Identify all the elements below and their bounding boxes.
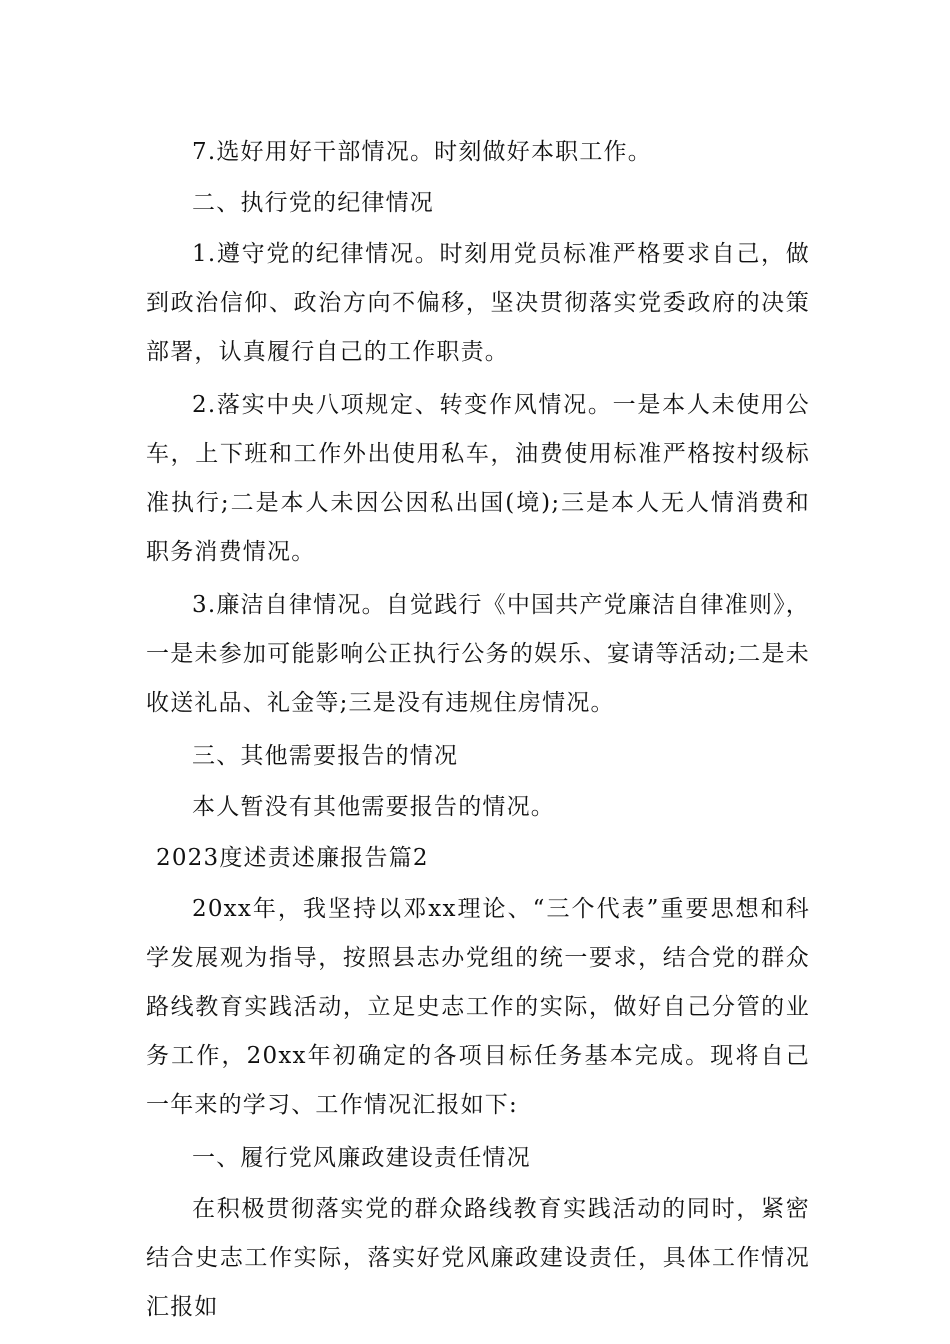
paragraph-intro: 20xx年，我坚持以邓xx理论、“三个代表”重要思想和科学发展观为指导，按照县志办党组的统一要求，结合党的群众路线教育实践活动，立足史志工作的实际，做好自己分管的业务工作，20xx年初确定的各项目标任务基本完成。现将自己一年来的学习、工作情况汇报如下:: [146, 896, 810, 1118]
heading-section-2: 二、执行党的纪律情况: [192, 190, 434, 216]
paragraph-responsibility: 在积极贯彻落实党的群众路线教育实践活动的同时，紧密结合史志工作实际，落实好党风廉政建设责任，具体工作情况汇报如: [146, 1196, 810, 1320]
report-title: 2023度述责述廉报告篇2: [156, 845, 429, 871]
heading-section-3: 三、其他需要报告的情况: [192, 743, 459, 769]
heading-section-1: 一、履行党风廉政建设责任情况: [192, 1145, 531, 1171]
document-body: [146, 128, 810, 1332]
paragraph-discipline-2: 2.落实中央八项规定、转变作风情况。一是本人未使用公车，上下班和工作外出使用私车，油费使用标准严格按村级标准执行;二是本人未因公因私出国(境);三是本人无人情消费和职务消费情况。: [146, 392, 810, 565]
paragraph-other: 本人暂没有其他需要报告的情况。: [192, 794, 555, 820]
paragraph-discipline-3: 3.廉洁自律情况。自觉践行《中国共产党廉洁自律准则》，一是未参加可能影响公正执行公务的娱乐、宴请等活动;二是未收送礼品、礼金等;三是没有违规住房情况。: [146, 592, 810, 716]
paragraph-item-7: 7.选好用好干部情况。时刻做好本职工作。: [192, 139, 652, 165]
paragraph-discipline-1: 1.遵守党的纪律情况。时刻用党员标准严格要求自己，做到政治信仰、政治方向不偏移，坚决贯彻落实党委政府的决策部署，认真履行自己的工作职责。: [146, 241, 810, 365]
